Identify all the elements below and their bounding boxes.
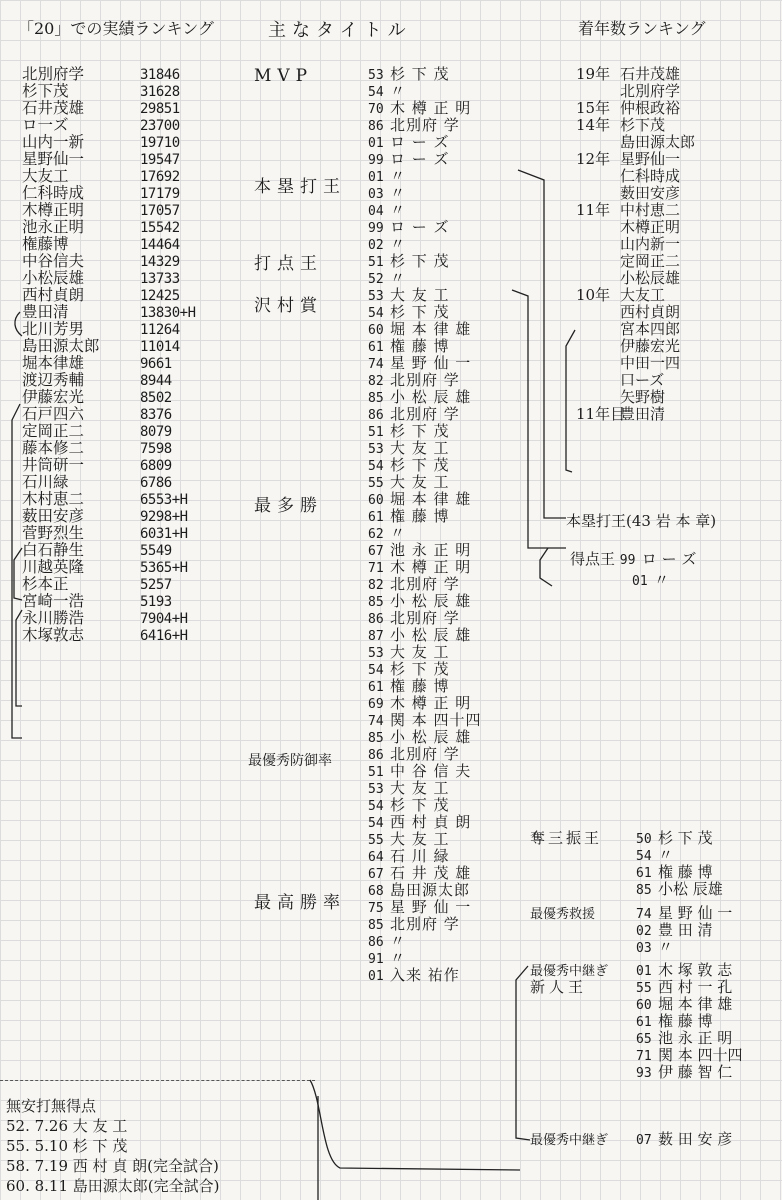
years-header: 着年数ランキング <box>578 19 706 38</box>
title-row: 51 杉 下 茂 <box>368 252 450 270</box>
relief-block: 最優秀救援 74 星 野 仙 一 02 豊 田 清 03 〃 <box>530 904 733 956</box>
title-row: 51 杉 下 茂 <box>368 422 450 440</box>
title-row: 67 池 永 正 明 <box>368 541 472 559</box>
years-group: 山内新一 <box>620 235 681 253</box>
runs-note: 得点王 99 ロ ー ズ 01 〃 <box>570 550 697 589</box>
title-row: 53 杉 下 茂 <box>368 65 450 83</box>
title-row: 69 木 樽 正 明 <box>368 694 472 712</box>
years-group: 15年 仲根政裕 <box>576 99 681 117</box>
bracket-line <box>16 610 22 706</box>
title-row: 85 北別府 学 <box>368 915 460 933</box>
no-hitter-row: 58. 7.19 西 村 貞 朗(完全試合) <box>6 1157 219 1175</box>
records-row: 池永正明 15542 <box>22 218 180 236</box>
records-row: 西村貞朗 12425 <box>22 286 180 304</box>
records-row: 北川芳男 11264 <box>22 320 180 338</box>
title-row: 82 北別府 学 <box>368 575 460 593</box>
title-row: 99 ロ ー ズ <box>368 150 450 168</box>
title-row: 82 北別府 学 <box>368 371 460 389</box>
years-group: 小松辰雄 <box>620 269 681 287</box>
hr-title-label: 本塁打王 <box>254 177 346 197</box>
records-row: 中谷信夫 14329 <box>22 252 180 270</box>
pct-title-label: 最高勝率 <box>254 893 346 913</box>
records-row: 宮崎一浩 5193 <box>22 592 172 610</box>
title-row: 60 堀 本 律 雄 <box>368 490 472 508</box>
records-row: 薮田安彦 9298+H <box>22 507 188 525</box>
title-row: 74 星 野 仙 一 <box>368 354 472 372</box>
wins-title-label: 最多勝 <box>254 496 323 516</box>
title-row: 71 木 樽 正 明 <box>368 558 472 576</box>
title-row: 64 石 川 緑 <box>368 847 450 865</box>
records-row: ロ一ズ 23700 <box>22 116 180 134</box>
title-row: 53 大 友 工 <box>368 643 450 661</box>
title-row: 86 北別府 学 <box>368 116 460 134</box>
title-row: 54 杉 下 茂 <box>368 796 450 814</box>
title-row: 85 小 松 辰 雄 <box>368 728 472 746</box>
years-group: 仁科時成 <box>620 167 681 185</box>
title-row: 60 堀 本 律 雄 <box>368 320 472 338</box>
title-row: 74 関 本 四十四 <box>368 711 482 729</box>
records-row: 星野仙一 19547 <box>22 150 180 168</box>
years-group: 西村貞朗 <box>620 303 681 321</box>
years-group: 宮本四郎 <box>620 320 681 338</box>
years-group: 北別府学 <box>620 82 681 100</box>
records-row: 定岡正二 8079 <box>22 422 172 440</box>
title-row: 54 〃 <box>368 82 407 100</box>
records-row: 白石静生 5549 <box>22 541 172 559</box>
years-group: 12年 星野仙一 <box>576 150 681 168</box>
records-header: 「20」での実績ランキング <box>18 19 214 38</box>
years-group: 伊藤宏光 <box>620 337 681 355</box>
sawamura-label: 沢村賞 <box>254 296 323 316</box>
years-group: 木樽正明 <box>620 218 681 236</box>
years-group: 薮田安彦 <box>620 184 681 202</box>
records-row: 杉本正 5257 <box>22 575 172 593</box>
title-row: 70 木 樽 正 明 <box>368 99 472 117</box>
title-row: 61 権 藤 博 <box>368 677 450 695</box>
bracket-line <box>540 548 552 586</box>
arrow-line <box>516 966 530 1140</box>
setup-label: 最優秀中継ぎ <box>530 964 609 979</box>
records-row: 堀本律雄 9661 <box>22 354 172 372</box>
records-row: 木塚敦志 6416+H <box>22 626 188 644</box>
records-row: 川越英隆 5365+H <box>22 558 188 576</box>
records-row: 藤本修二 7598 <box>22 439 172 457</box>
years-group: 11年 中村恵二 <box>576 201 681 219</box>
years-group: 矢野樹 <box>620 388 666 406</box>
era-title-label: 最優秀防御率 <box>248 753 332 769</box>
records-row: 石川緑 6786 <box>22 473 172 491</box>
records-row: 豊田清 13830+H <box>22 303 196 321</box>
arrow-line <box>310 1080 520 1170</box>
records-row: 山内一新 19710 <box>22 133 180 151</box>
setup07-label: 最優秀中継ぎ <box>530 1133 609 1148</box>
records-row: 島田源太郎 11014 <box>22 337 180 355</box>
records-row: 北別府学 31846 <box>22 65 180 83</box>
titles-header: 主なタイトル <box>268 20 412 41</box>
rbi-title-label: 打点王 <box>254 254 323 274</box>
no-hitter-row: 60. 8.11 島田源太郎(完全試合) <box>6 1177 220 1195</box>
records-row: 伊藤宏光 8502 <box>22 388 172 406</box>
records-row: 渡辺秀輔 8944 <box>22 371 172 389</box>
title-row: 68 島田源太郎 <box>368 881 471 899</box>
arrow-line <box>512 290 566 548</box>
title-row: 55 大 友 工 <box>368 473 450 491</box>
setup-rookie-block: 最優秀中継ぎ 01 木 塚 敦 志 新人王 55 西 村 一 孔 60 堀 本 律 雄 61 権 藤 博 65 池 永 正 明 71 関 本 四十四 93 伊 藤 智 仁 <box>530 961 743 1081</box>
title-row: 61 権 藤 博 <box>368 337 450 355</box>
hr-1943-note: 本塁打王(43 岩 本 章) <box>566 512 717 530</box>
title-row: 04 〃 <box>368 201 407 219</box>
title-row: 62 〃 <box>368 524 407 542</box>
records-row: 石戸四六 8376 <box>22 405 172 423</box>
no-hitter-row: 55. 5.10 杉 下 茂 <box>6 1137 128 1155</box>
records-row: 権藤博 14464 <box>22 235 180 253</box>
title-row: 55 大 友 工 <box>368 830 450 848</box>
strikeouts-label: 奪三振王 <box>530 829 603 847</box>
strikeouts-block: 奪三振王 50 杉 下 茂 54 〃 61 権 藤 博 85 小松 辰雄 <box>530 829 723 898</box>
title-row: 86 北別府 学 <box>368 405 460 423</box>
no-hitter-row: 52. 7.26 大 友 工 <box>6 1117 128 1135</box>
title-row: 85 小 松 辰 雄 <box>368 592 472 610</box>
title-row: 53 大 友 工 <box>368 779 450 797</box>
bracket-line <box>14 548 22 600</box>
title-row: 03 〃 <box>368 184 407 202</box>
years-group: 島田源太郎 <box>620 133 696 151</box>
years-group: 10年 大友工 <box>576 286 666 304</box>
records-row: 大友工 17692 <box>22 167 180 185</box>
years-group: 定岡正二 <box>620 252 681 270</box>
arrow-line <box>518 170 566 518</box>
relief-label: 最優秀救援 <box>530 907 596 922</box>
records-row: 菅野烈生 6031+H <box>22 524 188 542</box>
title-row: 53 大 友 工 <box>368 286 450 304</box>
title-row: 61 権 藤 博 <box>368 507 450 525</box>
title-row: 53 大 友 工 <box>368 439 450 457</box>
title-row: 87 小 松 辰 雄 <box>368 626 472 644</box>
title-row: 85 小 松 辰 雄 <box>368 388 472 406</box>
title-row: 01 ロ ー ズ <box>368 133 450 151</box>
bracket-line <box>15 312 22 336</box>
no-hitter-title: 無安打無得点 <box>6 1097 97 1115</box>
title-row: 52 〃 <box>368 269 407 287</box>
records-row: 仁科時成 17179 <box>22 184 180 202</box>
title-row: 54 杉 下 茂 <box>368 456 450 474</box>
title-row: 54 西 村 貞 朗 <box>368 813 472 831</box>
title-row: 86 北別府 学 <box>368 609 460 627</box>
records-row: 木樽正明 17057 <box>22 201 180 219</box>
title-row: 54 杉 下 茂 <box>368 660 450 678</box>
title-row: 91 〃 <box>368 949 407 967</box>
records-row: 石井茂雄 29851 <box>22 99 180 117</box>
title-row: 86 〃 <box>368 932 407 950</box>
title-row: 75 星 野 仙 一 <box>368 898 472 916</box>
years-group: 11年目豊田清 <box>576 405 666 423</box>
runs-title: 得点王 <box>570 550 616 568</box>
records-row: 杉下茂 31628 <box>22 82 180 100</box>
records-row: 井筒研一 6809 <box>22 456 172 474</box>
title-row: 01 〃 <box>368 167 407 185</box>
title-row: 51 中 谷 信 夫 <box>368 762 472 780</box>
years-group: 19年 石井茂雄 <box>576 65 681 83</box>
title-row: 86 北別府 学 <box>368 745 460 763</box>
setup07-row: 最優秀中継ぎ 07 薮 田 安 彦 <box>530 1130 733 1148</box>
years-group: 口ーズ <box>620 371 665 389</box>
years-group: 中田一四 <box>620 354 681 372</box>
title-row: 54 杉 下 茂 <box>368 303 450 321</box>
title-row: 99 ロ ー ズ <box>368 218 450 236</box>
records-row: 木村恵二 6553+H <box>22 490 188 508</box>
title-row: 67 石 井 茂 雄 <box>368 864 472 882</box>
rookie-label: 新人王 <box>530 978 588 996</box>
title-row: 02 〃 <box>368 235 407 253</box>
bracket-line <box>566 330 575 472</box>
years-group: 14年 杉下茂 <box>576 116 666 134</box>
title-row: 01 入来 祐作 <box>368 966 460 984</box>
records-row: 小松辰雄 13733 <box>22 269 180 287</box>
mvp-label: MVP <box>254 66 314 86</box>
records-row: 永川勝浩 7904+H <box>22 609 188 627</box>
